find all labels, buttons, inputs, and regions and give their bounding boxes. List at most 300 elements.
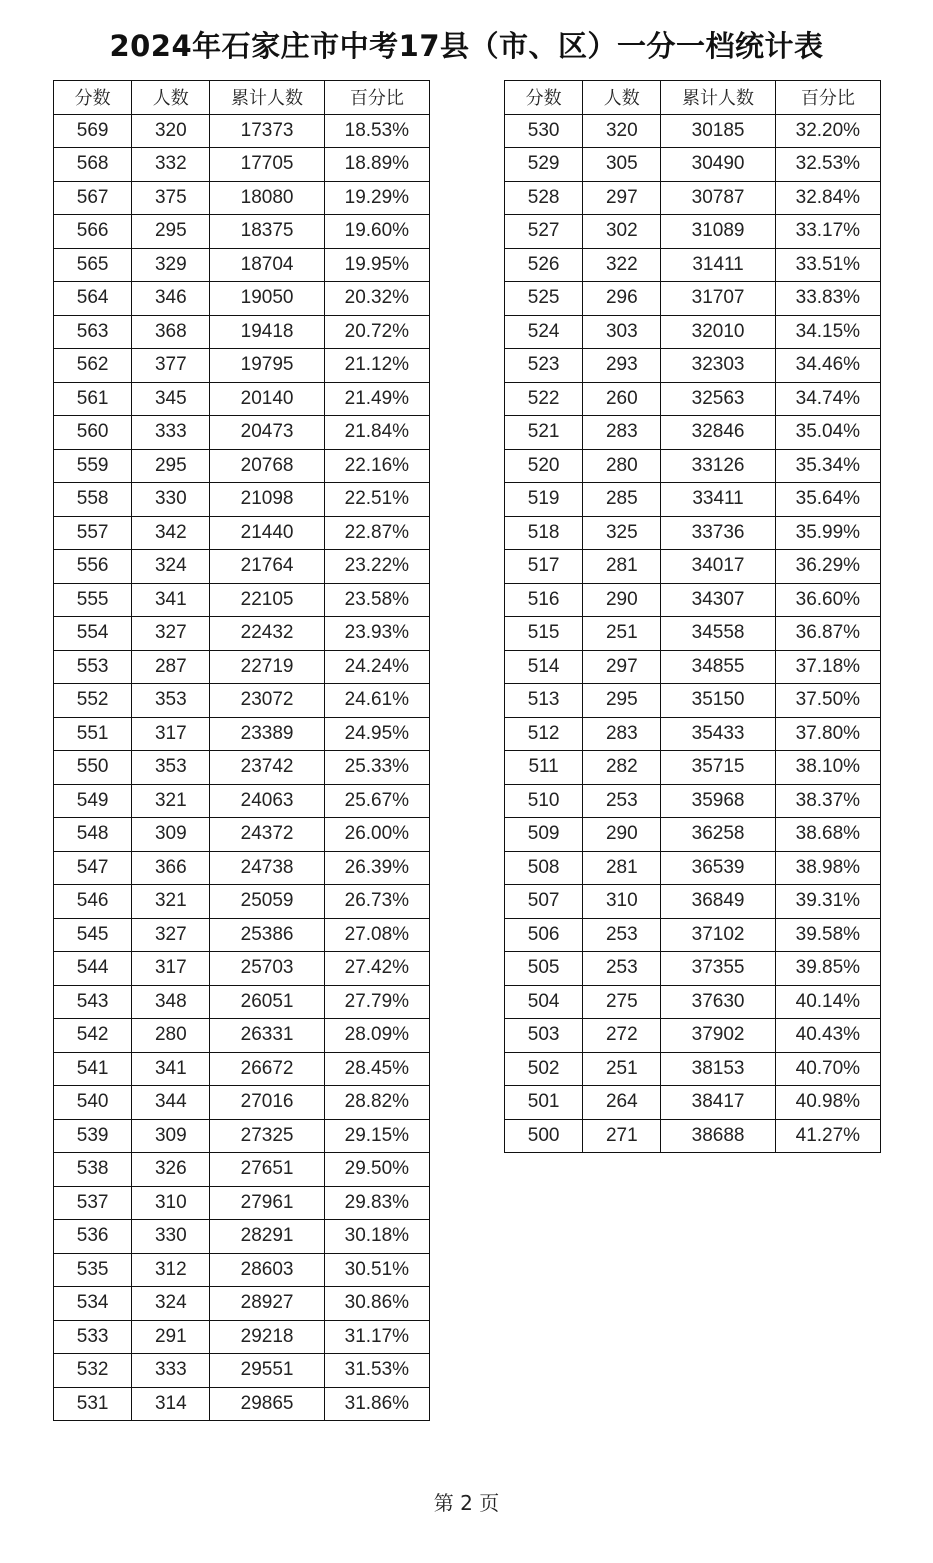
cell-cumulative: 28927 xyxy=(210,1287,324,1321)
cell-count: 295 xyxy=(132,449,210,483)
cell-score: 510 xyxy=(505,784,583,818)
cell-count: 333 xyxy=(132,416,210,450)
table-row xyxy=(54,1186,430,1220)
cell-count: 297 xyxy=(583,650,661,684)
cell-cumulative: 37630 xyxy=(661,985,775,1019)
table-row xyxy=(54,650,430,684)
cell-count: 321 xyxy=(132,784,210,818)
header-cumulative: 累计人数 xyxy=(661,81,775,115)
cell-count: 341 xyxy=(132,1052,210,1086)
cell-percent: 18.89% xyxy=(324,148,429,182)
cell-percent: 40.14% xyxy=(775,985,880,1019)
cell-percent: 30.86% xyxy=(324,1287,429,1321)
table-row xyxy=(54,885,430,919)
cell-score: 559 xyxy=(54,449,132,483)
cell-score: 521 xyxy=(505,416,583,450)
cell-cumulative: 28603 xyxy=(210,1253,324,1287)
cell-count: 327 xyxy=(132,617,210,651)
table-row xyxy=(505,215,881,249)
header-score: 分数 xyxy=(54,81,132,115)
cell-percent: 26.73% xyxy=(324,885,429,919)
header-count: 人数 xyxy=(132,81,210,115)
cell-percent: 35.99% xyxy=(775,516,880,550)
table-body-right xyxy=(505,114,881,1153)
cell-cumulative: 33126 xyxy=(661,449,775,483)
cell-count: 253 xyxy=(583,918,661,952)
cell-score: 500 xyxy=(505,1119,583,1153)
cell-cumulative: 19418 xyxy=(210,315,324,349)
cell-score: 536 xyxy=(54,1220,132,1254)
table-row xyxy=(54,1019,430,1053)
cell-count: 345 xyxy=(132,382,210,416)
table-row xyxy=(54,617,430,651)
cell-score: 514 xyxy=(505,650,583,684)
table-row xyxy=(505,114,881,148)
cell-count: 342 xyxy=(132,516,210,550)
cell-cumulative: 35433 xyxy=(661,717,775,751)
table-row xyxy=(54,416,430,450)
cell-percent: 21.12% xyxy=(324,349,429,383)
cell-score: 504 xyxy=(505,985,583,1019)
cell-percent: 31.86% xyxy=(324,1387,429,1421)
cell-cumulative: 29218 xyxy=(210,1320,324,1354)
table-row xyxy=(54,1119,430,1153)
cell-count: 320 xyxy=(583,114,661,148)
cell-score: 568 xyxy=(54,148,132,182)
cell-cumulative: 37902 xyxy=(661,1019,775,1053)
cell-count: 310 xyxy=(583,885,661,919)
cell-percent: 31.17% xyxy=(324,1320,429,1354)
cell-score: 529 xyxy=(505,148,583,182)
cell-score: 567 xyxy=(54,181,132,215)
cell-cumulative: 31089 xyxy=(661,215,775,249)
cell-count: 295 xyxy=(583,684,661,718)
cell-count: 344 xyxy=(132,1086,210,1120)
cell-count: 283 xyxy=(583,717,661,751)
cell-score: 560 xyxy=(54,416,132,450)
cell-percent: 20.32% xyxy=(324,282,429,316)
cell-cumulative: 37102 xyxy=(661,918,775,952)
table-row xyxy=(54,1153,430,1187)
cell-cumulative: 24738 xyxy=(210,851,324,885)
cell-score: 543 xyxy=(54,985,132,1019)
cell-percent: 33.51% xyxy=(775,248,880,282)
cell-count: 321 xyxy=(132,885,210,919)
cell-count: 287 xyxy=(132,650,210,684)
cell-percent: 38.10% xyxy=(775,751,880,785)
cell-percent: 27.79% xyxy=(324,985,429,1019)
cell-cumulative: 26672 xyxy=(210,1052,324,1086)
cell-cumulative: 30787 xyxy=(661,181,775,215)
cell-percent: 26.39% xyxy=(324,851,429,885)
cell-count: 330 xyxy=(132,483,210,517)
cell-percent: 23.93% xyxy=(324,617,429,651)
cell-score: 546 xyxy=(54,885,132,919)
cell-cumulative: 34307 xyxy=(661,583,775,617)
cell-cumulative: 31707 xyxy=(661,282,775,316)
cell-percent: 37.18% xyxy=(775,650,880,684)
cell-count: 281 xyxy=(583,550,661,584)
cell-score: 509 xyxy=(505,818,583,852)
cell-percent: 35.04% xyxy=(775,416,880,450)
cell-score: 552 xyxy=(54,684,132,718)
cell-score: 569 xyxy=(54,114,132,148)
cell-score: 506 xyxy=(505,918,583,952)
cell-cumulative: 26051 xyxy=(210,985,324,1019)
cell-percent: 28.09% xyxy=(324,1019,429,1053)
table-header-row xyxy=(54,81,430,115)
table-row xyxy=(54,818,430,852)
page-number: 第 2 页 xyxy=(433,1491,500,1515)
cell-score: 557 xyxy=(54,516,132,550)
cell-cumulative: 33736 xyxy=(661,516,775,550)
cell-count: 312 xyxy=(132,1253,210,1287)
table-row xyxy=(505,181,881,215)
table-row xyxy=(54,985,430,1019)
table-body-left xyxy=(54,114,430,1421)
cell-percent: 40.70% xyxy=(775,1052,880,1086)
cell-cumulative: 17705 xyxy=(210,148,324,182)
cell-cumulative: 22105 xyxy=(210,583,324,617)
cell-score: 501 xyxy=(505,1086,583,1120)
cell-cumulative: 20140 xyxy=(210,382,324,416)
cell-percent: 25.67% xyxy=(324,784,429,818)
cell-cumulative: 17373 xyxy=(210,114,324,148)
cell-cumulative: 21764 xyxy=(210,550,324,584)
cell-count: 366 xyxy=(132,851,210,885)
cell-percent: 32.20% xyxy=(775,114,880,148)
cell-count: 324 xyxy=(132,1287,210,1321)
table-row xyxy=(505,1119,881,1153)
cell-score: 523 xyxy=(505,349,583,383)
cell-percent: 21.49% xyxy=(324,382,429,416)
cell-cumulative: 21098 xyxy=(210,483,324,517)
cell-cumulative: 35715 xyxy=(661,751,775,785)
cell-score: 518 xyxy=(505,516,583,550)
cell-score: 524 xyxy=(505,315,583,349)
table-row xyxy=(505,483,881,517)
cell-percent: 39.58% xyxy=(775,918,880,952)
cell-score: 556 xyxy=(54,550,132,584)
cell-count: 253 xyxy=(583,952,661,986)
table-row xyxy=(54,952,430,986)
cell-cumulative: 36539 xyxy=(661,851,775,885)
header-cumulative: 累计人数 xyxy=(210,81,324,115)
cell-score: 512 xyxy=(505,717,583,751)
table-row xyxy=(54,282,430,316)
cell-percent: 39.85% xyxy=(775,952,880,986)
table-row xyxy=(505,985,881,1019)
cell-percent: 34.74% xyxy=(775,382,880,416)
table-row xyxy=(505,617,881,651)
cell-percent: 39.31% xyxy=(775,885,880,919)
cell-count: 346 xyxy=(132,282,210,316)
cell-percent: 29.50% xyxy=(324,1153,429,1187)
cell-cumulative: 29551 xyxy=(210,1354,324,1388)
table-row xyxy=(505,851,881,885)
cell-percent: 27.42% xyxy=(324,952,429,986)
table-row xyxy=(505,952,881,986)
table-row xyxy=(505,650,881,684)
table-row xyxy=(505,516,881,550)
page-title: 2024年石家庄市中考17县（市、区）一分一档统计表 xyxy=(109,29,824,63)
cell-cumulative: 25703 xyxy=(210,952,324,986)
table-row xyxy=(54,1220,430,1254)
cell-score: 533 xyxy=(54,1320,132,1354)
cell-count: 264 xyxy=(583,1086,661,1120)
cell-percent: 25.33% xyxy=(324,751,429,785)
cell-percent: 38.98% xyxy=(775,851,880,885)
table-row xyxy=(54,1387,430,1421)
cell-cumulative: 27961 xyxy=(210,1186,324,1220)
cell-percent: 31.53% xyxy=(324,1354,429,1388)
cell-percent: 28.45% xyxy=(324,1052,429,1086)
cell-score: 563 xyxy=(54,315,132,349)
table-row xyxy=(54,583,430,617)
cell-cumulative: 32563 xyxy=(661,382,775,416)
cell-cumulative: 23742 xyxy=(210,751,324,785)
cell-count: 271 xyxy=(583,1119,661,1153)
cell-score: 555 xyxy=(54,583,132,617)
cell-percent: 35.34% xyxy=(775,449,880,483)
cell-cumulative: 20473 xyxy=(210,416,324,450)
cell-cumulative: 32303 xyxy=(661,349,775,383)
table-row xyxy=(505,449,881,483)
cell-percent: 30.51% xyxy=(324,1253,429,1287)
cell-count: 353 xyxy=(132,751,210,785)
cell-count: 377 xyxy=(132,349,210,383)
cell-score: 549 xyxy=(54,784,132,818)
table-row xyxy=(505,818,881,852)
table-row xyxy=(54,148,430,182)
table-row xyxy=(54,684,430,718)
table-row xyxy=(54,315,430,349)
table-row xyxy=(505,382,881,416)
cell-count: 295 xyxy=(132,215,210,249)
cell-cumulative: 27651 xyxy=(210,1153,324,1187)
cell-count: 309 xyxy=(132,818,210,852)
cell-percent: 32.53% xyxy=(775,148,880,182)
cell-count: 302 xyxy=(583,215,661,249)
cell-cumulative: 20768 xyxy=(210,449,324,483)
table-row xyxy=(505,1019,881,1053)
table-row xyxy=(54,550,430,584)
cell-count: 285 xyxy=(583,483,661,517)
cell-count: 281 xyxy=(583,851,661,885)
header-count: 人数 xyxy=(583,81,661,115)
cell-count: 297 xyxy=(583,181,661,215)
cell-cumulative: 25386 xyxy=(210,918,324,952)
cell-percent: 24.95% xyxy=(324,717,429,751)
cell-percent: 21.84% xyxy=(324,416,429,450)
score-table-right xyxy=(504,80,881,1153)
cell-percent: 37.80% xyxy=(775,717,880,751)
cell-cumulative: 32010 xyxy=(661,315,775,349)
cell-score: 558 xyxy=(54,483,132,517)
cell-cumulative: 18080 xyxy=(210,181,324,215)
cell-cumulative: 29865 xyxy=(210,1387,324,1421)
cell-cumulative: 22719 xyxy=(210,650,324,684)
cell-score: 528 xyxy=(505,181,583,215)
cell-percent: 30.18% xyxy=(324,1220,429,1254)
cell-score: 526 xyxy=(505,248,583,282)
table-row xyxy=(505,248,881,282)
cell-score: 503 xyxy=(505,1019,583,1053)
table-row xyxy=(505,416,881,450)
cell-score: 539 xyxy=(54,1119,132,1153)
cell-count: 282 xyxy=(583,751,661,785)
cell-score: 561 xyxy=(54,382,132,416)
table-row xyxy=(54,1287,430,1321)
cell-percent: 24.24% xyxy=(324,650,429,684)
cell-score: 516 xyxy=(505,583,583,617)
cell-score: 505 xyxy=(505,952,583,986)
cell-count: 296 xyxy=(583,282,661,316)
cell-count: 324 xyxy=(132,550,210,584)
cell-cumulative: 23389 xyxy=(210,717,324,751)
cell-count: 317 xyxy=(132,717,210,751)
table-row xyxy=(505,717,881,751)
cell-score: 519 xyxy=(505,483,583,517)
cell-score: 507 xyxy=(505,885,583,919)
cell-cumulative: 32846 xyxy=(661,416,775,450)
cell-score: 540 xyxy=(54,1086,132,1120)
cell-cumulative: 38153 xyxy=(661,1052,775,1086)
cell-percent: 22.87% xyxy=(324,516,429,550)
cell-percent: 40.43% xyxy=(775,1019,880,1053)
cell-count: 309 xyxy=(132,1119,210,1153)
cell-score: 551 xyxy=(54,717,132,751)
cell-count: 280 xyxy=(583,449,661,483)
cell-percent: 29.83% xyxy=(324,1186,429,1220)
cell-score: 542 xyxy=(54,1019,132,1053)
score-table-left xyxy=(53,80,430,1421)
cell-count: 332 xyxy=(132,148,210,182)
cell-score: 522 xyxy=(505,382,583,416)
cell-percent: 37.50% xyxy=(775,684,880,718)
cell-count: 325 xyxy=(583,516,661,550)
cell-count: 322 xyxy=(583,248,661,282)
cell-cumulative: 28291 xyxy=(210,1220,324,1254)
table-header-row xyxy=(505,81,881,115)
cell-percent: 36.60% xyxy=(775,583,880,617)
cell-score: 562 xyxy=(54,349,132,383)
table-row xyxy=(505,1052,881,1086)
cell-percent: 23.22% xyxy=(324,550,429,584)
table-row xyxy=(505,583,881,617)
cell-count: 305 xyxy=(583,148,661,182)
table-row xyxy=(54,181,430,215)
cell-score: 547 xyxy=(54,851,132,885)
cell-score: 515 xyxy=(505,617,583,651)
cell-count: 272 xyxy=(583,1019,661,1053)
table-row xyxy=(54,1052,430,1086)
table-row xyxy=(505,282,881,316)
cell-percent: 22.51% xyxy=(324,483,429,517)
table-row xyxy=(505,349,881,383)
cell-count: 353 xyxy=(132,684,210,718)
cell-count: 253 xyxy=(583,784,661,818)
cell-cumulative: 30185 xyxy=(661,114,775,148)
cell-score: 545 xyxy=(54,918,132,952)
table-row xyxy=(505,315,881,349)
cell-cumulative: 18704 xyxy=(210,248,324,282)
cell-score: 538 xyxy=(54,1153,132,1187)
cell-score: 513 xyxy=(505,684,583,718)
cell-cumulative: 31411 xyxy=(661,248,775,282)
cell-count: 314 xyxy=(132,1387,210,1421)
cell-cumulative: 35150 xyxy=(661,684,775,718)
cell-count: 333 xyxy=(132,1354,210,1388)
header-score: 分数 xyxy=(505,81,583,115)
cell-cumulative: 27016 xyxy=(210,1086,324,1120)
table-row xyxy=(505,148,881,182)
cell-count: 341 xyxy=(132,583,210,617)
cell-score: 534 xyxy=(54,1287,132,1321)
cell-count: 251 xyxy=(583,1052,661,1086)
cell-score: 566 xyxy=(54,215,132,249)
cell-score: 535 xyxy=(54,1253,132,1287)
cell-cumulative: 37355 xyxy=(661,952,775,986)
cell-cumulative: 33411 xyxy=(661,483,775,517)
cell-score: 554 xyxy=(54,617,132,651)
cell-percent: 36.87% xyxy=(775,617,880,651)
cell-score: 530 xyxy=(505,114,583,148)
cell-percent: 23.58% xyxy=(324,583,429,617)
header-percent: 百分比 xyxy=(775,81,880,115)
table-row xyxy=(505,751,881,785)
cell-percent: 33.83% xyxy=(775,282,880,316)
cell-cumulative: 23072 xyxy=(210,684,324,718)
cell-cumulative: 25059 xyxy=(210,885,324,919)
cell-score: 531 xyxy=(54,1387,132,1421)
table-row xyxy=(54,751,430,785)
cell-cumulative: 34855 xyxy=(661,650,775,684)
cell-count: 280 xyxy=(132,1019,210,1053)
cell-percent: 33.17% xyxy=(775,215,880,249)
cell-score: 550 xyxy=(54,751,132,785)
cell-percent: 38.37% xyxy=(775,784,880,818)
cell-count: 320 xyxy=(132,114,210,148)
cell-cumulative: 38417 xyxy=(661,1086,775,1120)
cell-cumulative: 34558 xyxy=(661,617,775,651)
cell-count: 348 xyxy=(132,985,210,1019)
cell-percent: 27.08% xyxy=(324,918,429,952)
table-row xyxy=(54,349,430,383)
table-row xyxy=(54,1253,430,1287)
cell-percent: 35.64% xyxy=(775,483,880,517)
cell-score: 508 xyxy=(505,851,583,885)
cell-percent: 26.00% xyxy=(324,818,429,852)
cell-cumulative: 30490 xyxy=(661,148,775,182)
table-row xyxy=(54,1354,430,1388)
cell-count: 310 xyxy=(132,1186,210,1220)
cell-cumulative: 24063 xyxy=(210,784,324,818)
cell-count: 303 xyxy=(583,315,661,349)
table-row xyxy=(54,114,430,148)
cell-cumulative: 19795 xyxy=(210,349,324,383)
cell-score: 537 xyxy=(54,1186,132,1220)
cell-percent: 19.95% xyxy=(324,248,429,282)
cell-cumulative: 26331 xyxy=(210,1019,324,1053)
cell-cumulative: 36849 xyxy=(661,885,775,919)
table-row xyxy=(505,784,881,818)
table-row xyxy=(505,918,881,952)
table-row xyxy=(54,1086,430,1120)
cell-cumulative: 34017 xyxy=(661,550,775,584)
table-row xyxy=(54,918,430,952)
cell-count: 317 xyxy=(132,952,210,986)
